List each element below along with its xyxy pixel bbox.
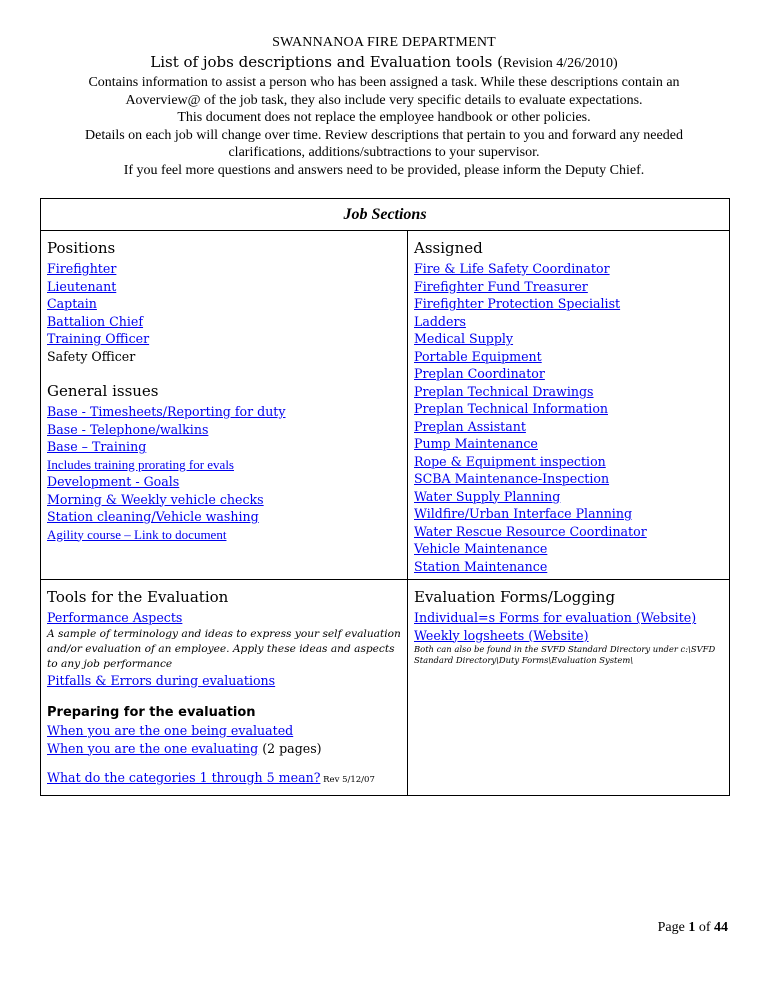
tools-note-line-3: to any job performance	[47, 657, 173, 670]
page-label: Page	[657, 920, 689, 935]
general-issues-heading: General issues	[47, 382, 159, 400]
link-training-officer[interactable]: Training Officer	[47, 331, 150, 346]
link-base-timesheets[interactable]: Base - Timesheets/Reporting for duty	[47, 404, 286, 419]
link-fire-life-safety[interactable]: Fire & Life Safety Coordinator	[414, 261, 610, 276]
link-base-telephone[interactable]: Base - Telephone/walkins	[47, 421, 209, 437]
link-station-maintenance[interactable]: Station Maintenance	[414, 558, 548, 574]
link-preplan-information[interactable]: Preplan Technical Information	[414, 401, 609, 416]
link-base-training[interactable]: Base – Training	[47, 439, 147, 454]
left-column	[41, 231, 408, 580]
forms-note-line-2: Standard Directory\Duty Forms\Evaluation System\	[414, 655, 634, 665]
link-preplan-drawings[interactable]: Preplan Technical Drawings	[414, 383, 594, 399]
desc-line-5: clarifications, additions/subtractions to your supervisor.	[228, 145, 540, 160]
positions-heading: Positions	[47, 239, 116, 257]
job-sections-table	[40, 198, 730, 796]
link-water-supply[interactable]: Water Supply Planning	[414, 488, 561, 504]
desc-line-4: Details on each job will change over time. Review descriptions that pertain to you and forward any needed	[85, 127, 683, 143]
safety-officer-text: Safety Officer	[47, 348, 136, 364]
link-pump-maintenance[interactable]: Pump Maintenance	[414, 436, 538, 451]
link-captain[interactable]: Captain	[47, 296, 97, 311]
link-lieutenant[interactable]: Lieutenant	[47, 278, 117, 294]
desc-line-2: Aoverview@ of the job task, they also include very specific details to evaluate expectations.	[125, 92, 643, 108]
tools-note-line-2: and/or evaluation of an employee. Apply these ideas and aspects	[47, 642, 395, 655]
link-portable-equipment[interactable]: Portable Equipment	[414, 348, 542, 364]
link-water-rescue[interactable]: Water Rescue Resource Coordinator	[414, 523, 647, 539]
link-evaluating[interactable]: When you are the one evaluating	[47, 740, 259, 756]
link-wildfire-planning[interactable]: Wildfire/Urban Interface Planning	[414, 506, 633, 521]
desc-line-6: If you feel more questions and answers need to be provided, please inform the Deputy Chief.	[123, 162, 645, 178]
title-text: List of jobs descriptions and Evaluation tools (	[150, 53, 503, 71]
link-preplan-assistant[interactable]: Preplan Assistant	[414, 418, 526, 434]
document-header	[40, 34, 728, 179]
link-categories[interactable]: What do the categories 1 through 5 mean?	[47, 770, 321, 785]
link-vehicle-maintenance[interactable]: Vehicle Maintenance	[414, 541, 548, 556]
link-agility-course[interactable]: Agility course – Link to document	[47, 526, 227, 542]
department-name: SWANNANOA FIRE DEPARTMENT	[272, 35, 496, 50]
link-individual-forms[interactable]: Individual=s Forms for evaluation (Website)	[414, 610, 697, 625]
desc-line-3: This document does not replace the employee handbook or other policies.	[177, 110, 591, 125]
link-vehicle-checks[interactable]: Morning & Weekly vehicle checks	[47, 491, 264, 507]
preparing-heading: Preparing for the evaluation	[47, 705, 256, 720]
link-performance-aspects[interactable]: Performance Aspects	[47, 610, 183, 625]
categories-line	[47, 769, 401, 790]
revision-text: Revision 4/26/2010)	[502, 56, 618, 71]
link-fund-treasurer[interactable]: Firefighter Fund Treasurer	[414, 278, 588, 294]
assigned-heading: Assigned	[414, 239, 483, 257]
page-total: 44	[714, 920, 728, 935]
forms-heading: Evaluation Forms/Logging	[414, 588, 616, 606]
forms-column	[408, 580, 730, 796]
document-title	[40, 52, 728, 74]
pages-text: (2 pages)	[258, 740, 322, 756]
tools-note-line-1: A sample of terminology and ideas to express your self evaluation	[47, 627, 401, 640]
link-weekly-logsheets[interactable]: Weekly logsheets (Website)	[414, 627, 589, 643]
page-number: 1	[688, 920, 696, 935]
forms-note-line-1: Both can also be found in the SVFD Standard Directory under c:\SVFD	[414, 644, 716, 654]
right-column	[408, 231, 730, 580]
link-preplan-coordinator[interactable]: Preplan Coordinator	[414, 366, 545, 381]
link-station-cleaning[interactable]: Station cleaning/Vehicle washing	[47, 509, 259, 524]
link-scba-maintenance[interactable]: SCBA Maintenance-Inspection	[414, 471, 610, 486]
link-being-evaluated[interactable]: When you are the one being evaluated	[47, 723, 294, 738]
tools-column	[41, 580, 408, 796]
link-rope-inspection[interactable]: Rope & Equipment inspection	[414, 453, 606, 469]
desc-line-1: Contains information to assist a person who has been assigned a task. While these descriptions contain an	[88, 75, 680, 90]
link-firefighter[interactable]: Firefighter	[47, 261, 117, 276]
link-training-prorating[interactable]: Includes training prorating for evals	[47, 456, 234, 472]
link-development-goals[interactable]: Development - Goals	[47, 474, 180, 489]
job-sections-title: Job Sections	[41, 199, 730, 231]
tools-heading: Tools for the Evaluation	[47, 588, 229, 606]
link-pitfalls-errors[interactable]: Pitfalls & Errors during evaluations	[47, 672, 276, 688]
link-ladders[interactable]: Ladders	[414, 313, 466, 329]
link-protection-specialist[interactable]: Firefighter Protection Specialist	[414, 296, 621, 311]
link-medical-supply[interactable]: Medical Supply	[414, 331, 514, 346]
evaluating-line	[47, 740, 401, 758]
of-label: of	[695, 920, 714, 935]
link-battalion-chief[interactable]: Battalion Chief	[47, 313, 144, 329]
categories-revision: Rev 5/12/07	[320, 775, 375, 785]
page-footer	[658, 920, 728, 936]
